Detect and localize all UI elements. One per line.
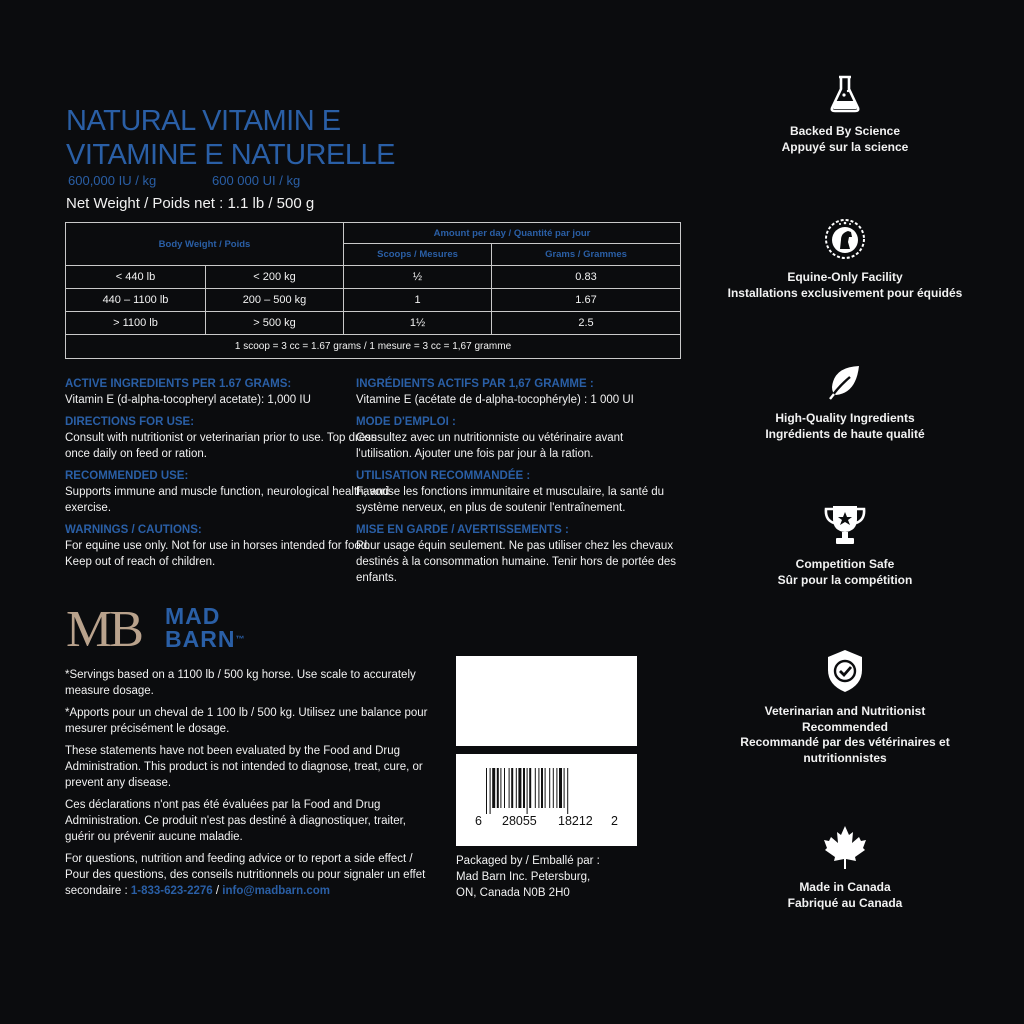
table-footnote: 1 scoop = 3 cc = 1.67 grams / 1 mesure = 3 cc = 1,67 gramme (66, 335, 681, 359)
barcode-bar (511, 768, 513, 808)
servings-note-english: *Servings based on a 1100 lb / 500 kg horse. Use scale to accurately measure dosage. (65, 669, 416, 697)
leaf-icon (826, 363, 864, 401)
barcode-bar (490, 768, 491, 814)
table-cell-kg: 200 – 500 kg (206, 289, 344, 312)
concentration-french: 600 000 UI / kg (212, 173, 301, 188)
logo-monogram: MB (66, 601, 141, 658)
table-row (66, 312, 681, 335)
contact-text: For questions, nutrition and feeding advice or to report a side effect / Pour des questions, des conseils nutritionnels ou pour signaler un effet secondaire : (65, 853, 426, 897)
horse-seal-icon (824, 218, 866, 260)
section-heading: DIRECTIONS FOR USE: (65, 416, 195, 428)
badge-science (720, 74, 970, 155)
barcode-digit: 2 (611, 814, 618, 828)
email-link[interactable]: info@madbarn.com (222, 885, 330, 897)
section-heading: WARNINGS / CAUTIONS: (65, 524, 202, 536)
barcode-bar (545, 768, 546, 808)
barcode-bar (516, 768, 517, 808)
title-french: VITAMINE E NATURELLE (66, 139, 395, 171)
logo-line-1: MAD (165, 603, 221, 629)
servings-note-french: *Apports pour un cheval de 1 100 lb / 500 kg. Utilisez une balance pour mesurer précisément le dosage. (65, 707, 428, 735)
flask-icon (827, 74, 863, 114)
packaged-by (456, 853, 600, 901)
barcode-bars (486, 768, 608, 814)
footer-notes (65, 667, 430, 905)
barcode-bar (564, 768, 565, 808)
body-weight-header: Body Weight / Poids (66, 223, 344, 266)
shield-check-icon (825, 648, 865, 694)
table-cell-grams: 2.5 (492, 312, 681, 335)
table-cell-lb: > 1100 lb (66, 312, 206, 335)
table-cell-lb: 440 – 1100 lb (66, 289, 206, 312)
trophy-icon (822, 503, 868, 547)
barcode-digits: 18212 (558, 814, 593, 828)
barcode-bar (486, 768, 487, 814)
barcode-bar (529, 768, 531, 808)
mad-barn-logo (66, 602, 276, 658)
logo-wordmark (165, 605, 245, 651)
badge-title-french: Sûr pour la compétition (777, 572, 913, 587)
badge-title-english: Backed By Science (789, 124, 901, 138)
table-cell-kg: < 200 kg (206, 266, 344, 289)
barcode-bar (538, 768, 539, 808)
badge-ingredients (720, 363, 970, 442)
badge-canada (720, 824, 970, 911)
barcode-bar (497, 768, 499, 808)
table-cell-grams: 1.67 (492, 289, 681, 312)
badge-title-french: Appuyé sur la science (781, 139, 909, 154)
logo-trademark: ™ (235, 634, 246, 644)
section-text: Consultez avec un nutritionniste ou vétérinaire avant l'utilisation. Ajouter une fois par jour à la ration. (356, 432, 624, 460)
table-cell-scoops: 1½ (344, 312, 492, 335)
table-row (66, 266, 681, 289)
table-cell-grams: 0.83 (492, 266, 681, 289)
badge-title-english: Equine-Only Facility (787, 270, 903, 284)
section-heading: ACTIVE INGREDIENTS PER 1.67 GRAMS: (65, 378, 292, 390)
badge-title-english: Competition Safe (795, 557, 895, 571)
section-heading: INGRÉDIENTS ACTIFS PAR 1,67 GRAMME : (356, 378, 594, 390)
badge-title-french: Installations exclusivement pour équidés (727, 285, 963, 300)
packaged-line: Mad Barn Inc. Petersburg, (456, 871, 591, 883)
french-info-column (356, 376, 681, 592)
barcode-bar (535, 768, 536, 808)
contact-separator: / (212, 885, 223, 897)
section-text: For equine use only. Not for use in horses intended for food. Keep out of reach of children. (65, 540, 371, 568)
barcode-bar (509, 768, 510, 808)
barcode-digits: 28055 (502, 814, 537, 828)
section-heading: MISE EN GARDE / AVERTISSEMENTS : (356, 524, 569, 536)
barcode-bar (556, 768, 557, 808)
fda-disclaimer-french: Ces déclarations n'ont pas été évaluées par la Food and Drug Administration. Ce produit n'est pas destiné à diagnostiquer, traiter, guérir ou prévenir aucune maladie. (65, 799, 407, 843)
product-title (66, 104, 395, 172)
barcode-bar (549, 768, 550, 808)
barcode-bar (541, 768, 543, 808)
packaged-line: Packaged by / Emballé par : (456, 855, 600, 867)
barcode (456, 754, 637, 846)
table-cell-scoops: 1 (344, 289, 492, 312)
table-cell-lb: < 440 lb (66, 266, 206, 289)
barcode-bar (492, 768, 495, 808)
section-text: Pour usage équin seulement. Ne pas utiliser chez les chevaux destinés à la consommation humaine. Tenir hors de portée des enfants. (356, 540, 677, 584)
barcode-bar (567, 768, 568, 814)
fda-disclaimer-english: These statements have not been evaluated by the Food and Drug Administration. This product is not intended to diagnose, treat, cure, or prevent any disease. (65, 745, 423, 789)
section-text: Consult with nutritionist or veterinarian prior to use. Top dress once daily on feed or ration. (65, 432, 377, 460)
section-text: Favorise les fonctions immunitaire et musculaire, la santé du système nerveux, en plus de soutenir l'entraînement. (356, 486, 665, 514)
concentration-english: 600,000 IU / kg (68, 173, 157, 188)
barcode-bar (518, 768, 521, 808)
scoops-header: Scoops / Mesures (344, 244, 492, 266)
logo-line-2: BARN (165, 626, 236, 652)
grams-header: Grams / Grammes (492, 244, 681, 266)
barcode-bar (559, 768, 562, 808)
badge-equine-facility (720, 218, 970, 301)
title-english: NATURAL VITAMIN E (66, 105, 341, 137)
contact-info (65, 851, 430, 899)
badge-recommended (720, 648, 970, 766)
english-info-column (65, 376, 395, 576)
section-heading: RECOMMENDED USE: (65, 470, 189, 482)
badge-competition (720, 503, 970, 588)
table-row (66, 289, 681, 312)
section-text: Vitamin E (d-alpha-tocopheryl acetate): 1,000 IU (65, 394, 311, 406)
net-weight: Net Weight / Poids net : 1.1 lb / 500 g (66, 195, 315, 212)
maple-leaf-icon (823, 824, 867, 870)
barcode-digit: 6 (475, 814, 482, 828)
table-cell-kg: > 500 kg (206, 312, 344, 335)
barcode-bar (500, 768, 501, 808)
badge-title-french: Ingrédients de haute qualité (765, 426, 925, 441)
barcode-bar (523, 768, 525, 808)
badge-title-english: Veterinarian and Nutritionist Recommended (764, 704, 926, 734)
section-heading: UTILISATION RECOMMANDÉE : (356, 470, 531, 482)
section-text: Vitamine E (acétate de d-alpha-tocophéryle) : 1 000 UI (356, 394, 634, 406)
dosage-table (65, 222, 681, 359)
section-text: Supports immune and muscle function, neurological health, and exercise. (65, 486, 390, 514)
section-heading: MODE D'EMPLOI : (356, 416, 456, 428)
badge-title-english: High-Quality Ingredients (775, 411, 915, 425)
table-cell-scoops: ½ (344, 266, 492, 289)
barcode-bar (527, 768, 528, 814)
phone-link[interactable]: 1-833-623-2276 (130, 885, 213, 897)
amount-header: Amount per day / Quantité par jour (344, 223, 681, 244)
lot-label-box (456, 656, 637, 746)
barcode-bar (553, 768, 554, 808)
badge-title-english: Made in Canada (799, 880, 891, 894)
badge-title-french: Recommandé par des vétérinaires et nutritionnistes (740, 735, 950, 765)
barcode-bar (504, 768, 505, 808)
packaged-line: ON, Canada N0B 2H0 (456, 887, 570, 899)
badge-title-french: Fabriqué au Canada (787, 895, 903, 910)
